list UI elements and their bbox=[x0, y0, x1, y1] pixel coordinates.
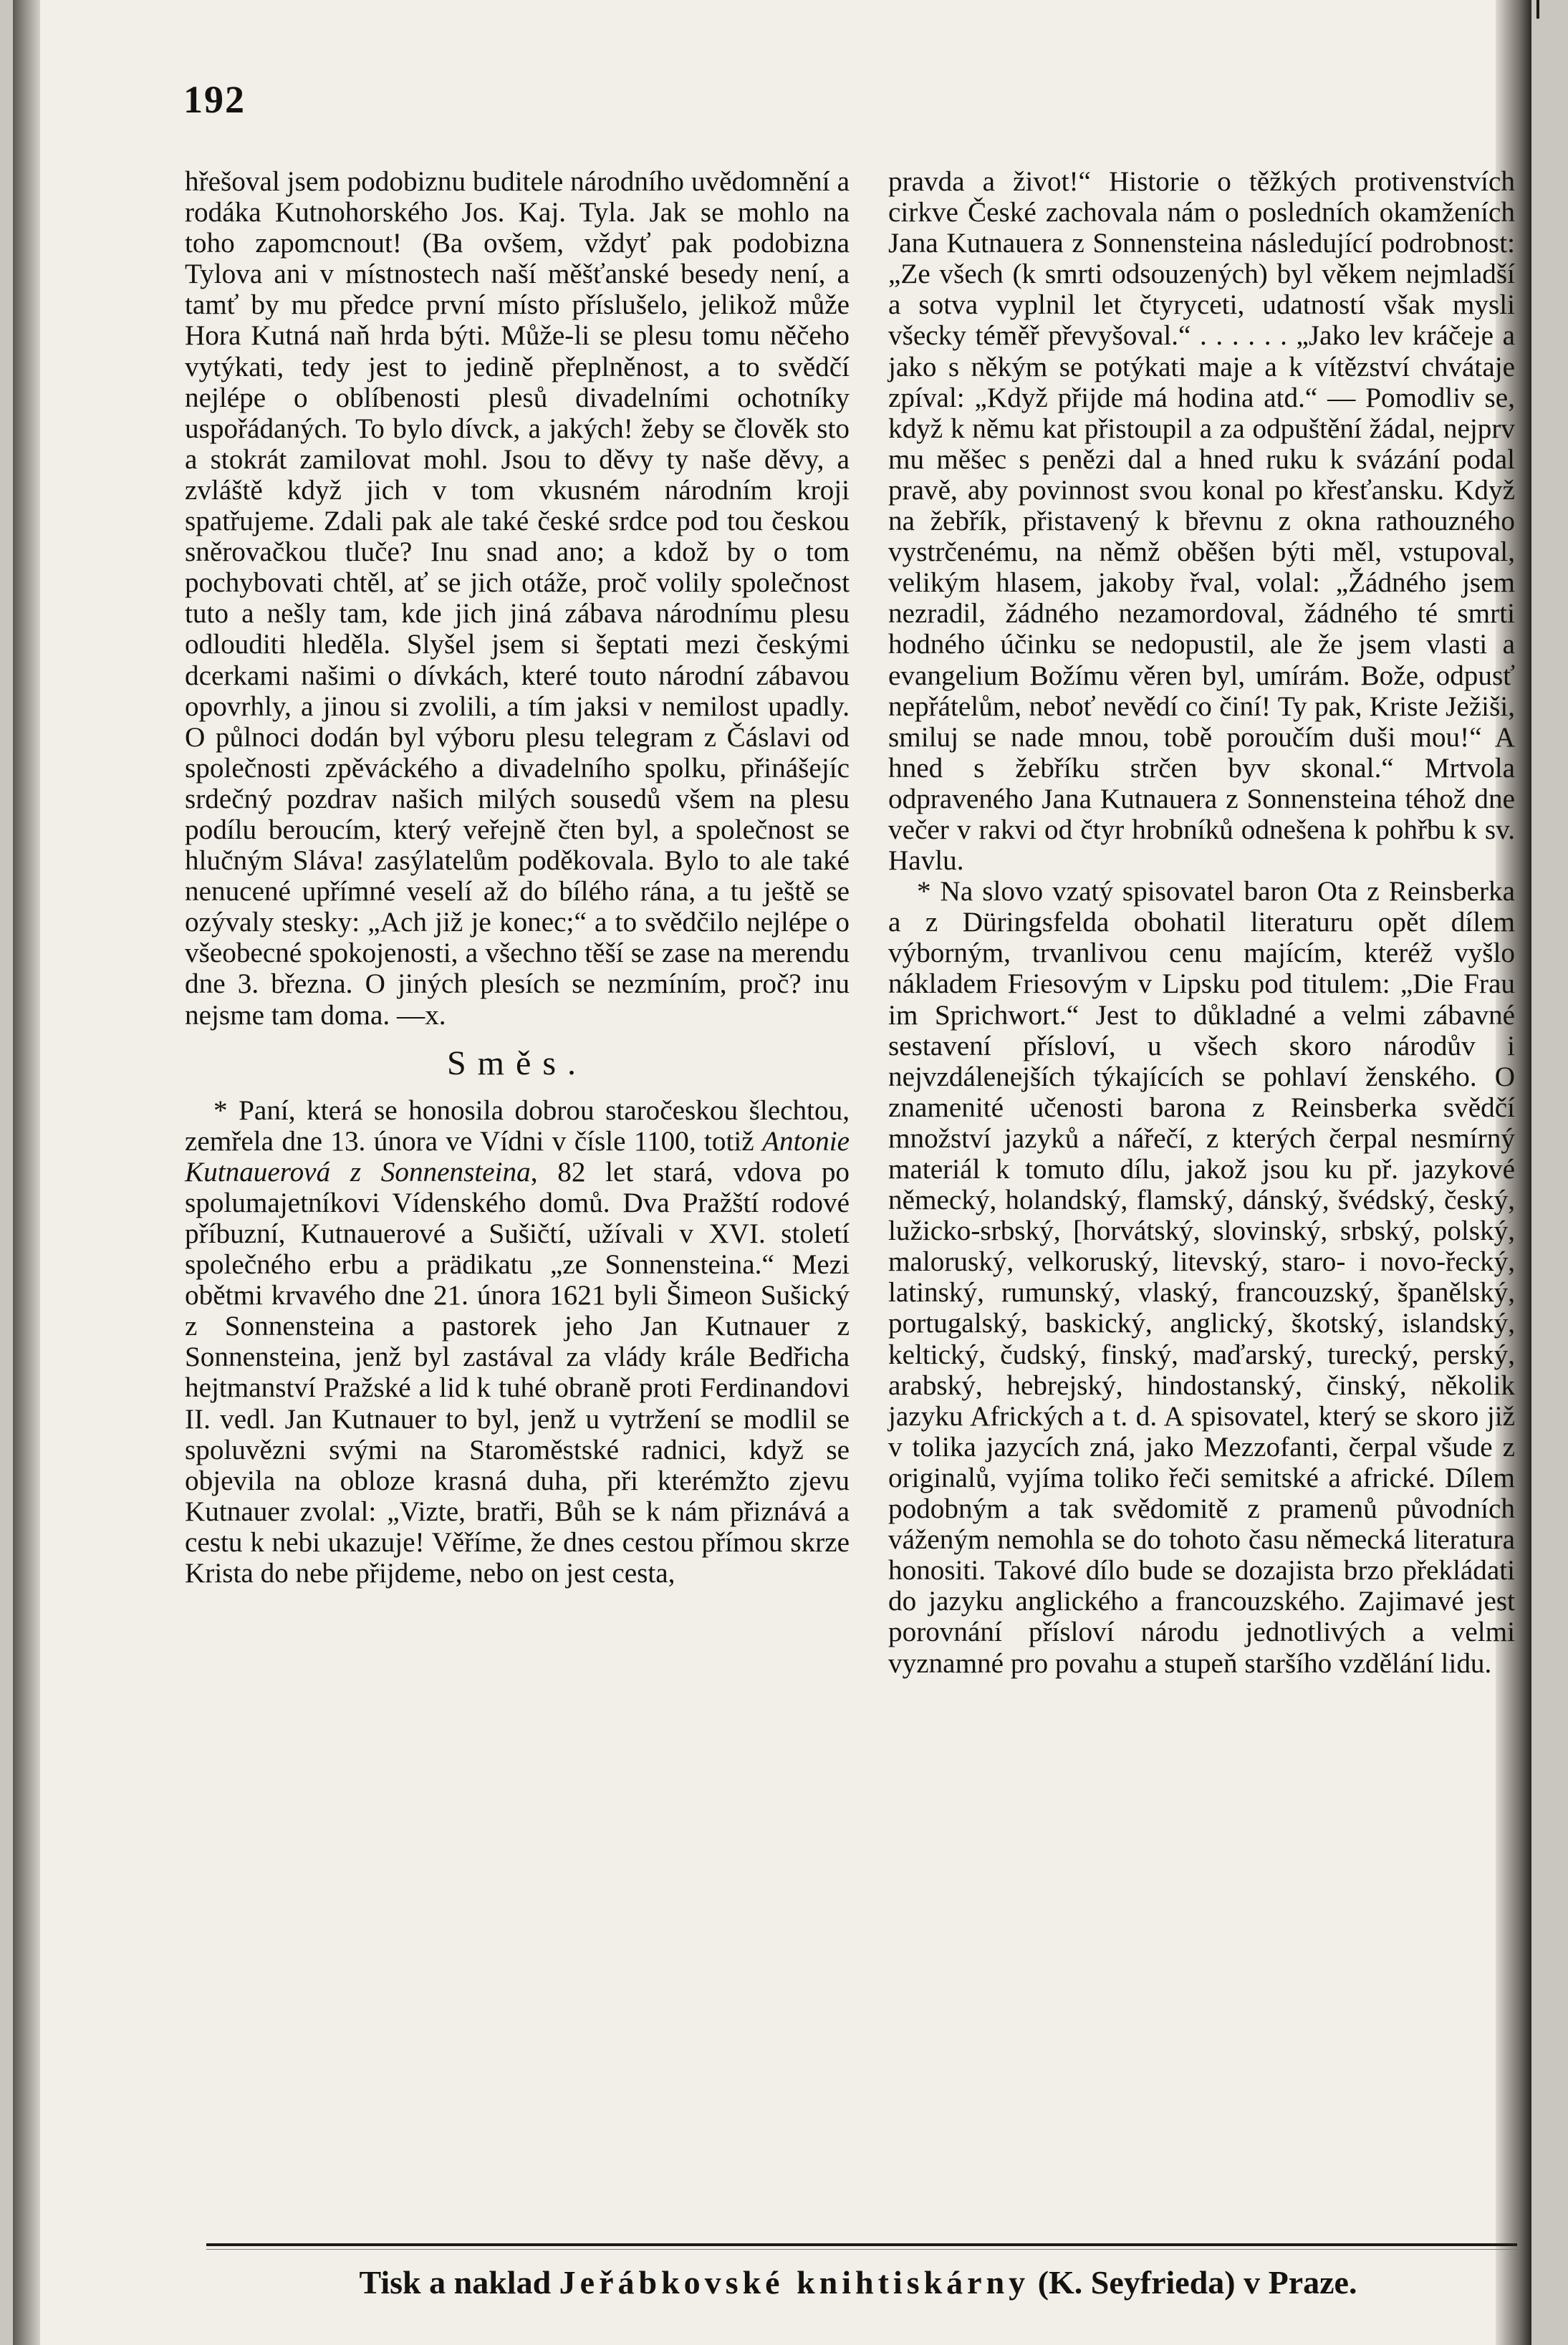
left-paragraph-2 bbox=[185, 1095, 850, 1589]
imprint-place: v Praze. bbox=[1244, 2264, 1357, 2301]
paragraph-2-rest: , 82 let stará, vdova po spolumajetníkovi Vídenského domů. Dva Pražští rodové příbuzní, Kutnauerové a Sušičtí, užívali v XVI. století společného erbu a prädikatu „ze Sonnensteina.“ Mezi obětmi krvavého dne 21. února 1621 byli Šimeon Sušický z Sonnensteina a pastorek jeho Jan Kutnauer z Sonnensteina, jenž byl zastával za vlády krále Bedřicha hejtmanství Pražské a lid k tuhé obraně proti Ferdinandovi II. vedl. Jan Kutnauer to byl, jenž u vytržení se modlil se spoluvězni svými na Staroměstské radnici, když se objevila na obloze krasná duha, při kterémžto zjevu Kutnauer zvolal: „Vizte, bratři, Bůh se k nám přiznává a cestu k nebi ukazuje! Věříme, že dnes cestou přímou skrze Krista do nebe přijdeme, nebo on jest cesta, bbox=[185, 1156, 850, 1589]
printer-imprint bbox=[314, 2263, 1403, 2301]
page-edge-left bbox=[13, 0, 40, 2345]
section-heading: Směs. bbox=[446, 1044, 587, 1082]
footer-rule bbox=[206, 2243, 1517, 2246]
imprint-owner: (K. Seyfrieda) bbox=[1037, 2264, 1236, 2301]
page-number: 192 bbox=[183, 78, 246, 121]
imprint-publisher: Jeřábkovské knihtiskárny bbox=[559, 2264, 1030, 2301]
right-paragraph-1: pravda a život!“ Historie o těžkých protivenstvích cirkve České zachovala nám o posledních okamženích Jana Kutnauera z Sonnensteina následující podrobnost: „Ze všech (k smrti odsouzených) byl věkem nejmladší a sotva vyplnil let čtyryceti, udatností však mysli všecky téměř převyšoval.“ . . . . . . „Jako lev kráčeje a jako s někým se potýkati maje a k vítězství chvátaje zpíval: „Když přijde má hodina atd.“ — Pomodliv se, když k němu kat přistoupil a za odpuštění žádal, nejprv mu měšec s penězi dal a hned ruku k svázání podal pravě, aby povinnost svou konal po křesťansku. Když na žebřík, přistavený k břevnu z okna rathouzného vystrčenému, na němž oběšen býti měl, vstupoval, velikým hlasem, jakoby řval, volal: „Žádného jsem nezradil, žádného nezamordoval, žádného té smrti hodného účinku se nedopustil, ale že jsem vlasti a evangelium Božímu věren byl, umírám. Bože, odpusť nepřátelům, neboť nevědí co činí! Ty pak, Kriste Ježiši, smiluj se nade mnou, tobě poroučím duši mou!“ A hned s žebříku strčen byv skonal.“ Mrtvola odpraveného Jana Kutnauera z Sonnensteina téhož dne večer v rakvi od čtyr hrobníků odnešena k pohřbu k sv. Havlu. bbox=[888, 166, 1515, 877]
right-paragraph-2: * Na slovo vzatý spisovatel baron Ota z Reinsberka a z Düringsfelda obohatil literaturu opět dílem výborným, trvanlivou cenu majícím, kteréž vyšlo nákladem Friesovým v Lipsku pod titulem: „Die Frau im Sprichwort.“ Jest to důkladné a velmi zábavné sestavení přísloví, u všech skoro národův i nejvzdálenejších týkajících se pohlaví ženského. O znamenité učenosti barona z Reinsberka svědčí množství jazyků a nářečí, z kterých čerpal nesmírný materiál k tomuto dílu, jakož jsou ku př. jazykové německý, holandský, flamský, dánský, švédský, český, lužicko-srbský, [horvátský, slovinský, srbský, polský, maloruský, velkoruský, litevský, staro- i novo-řecký, latinský, rumunský, vlaský, francouzský, španělský, portugalský, baskický, anglický, škotský, islandský, keltický, čudský, finský, maďarský, turecký, perský, arabský, hebrejský, hindostanský, činský, několik jazyku Afrických a t. d. A spisovatel, který se skoro již v tolika jazycích zná, jako Mezzofanti, čerpal všude z originalů, vyjíma toliko řeči semitské a africké. Dílem podobným a tak svědomitě z pramenů původních váženým nemohla se do tohoto času německá literatura honositi. Takové dílo bude se dozajista brzo překládati do jazyku anglického a francouzského. Zajimavé jest porovnání přísloví národu jednotlivých a velmi vyznamné pro povahu a stupeň staršího vzdělání lidu. bbox=[888, 876, 1515, 1679]
footer-rule-thin bbox=[206, 2249, 1517, 2250]
printed-page bbox=[13, 0, 1531, 2345]
imprint-prefix: Tisk a naklad bbox=[359, 2264, 552, 2301]
left-column bbox=[185, 166, 850, 1589]
scan-mark bbox=[1536, 0, 1539, 19]
italic-name: Antonie Kutnauerová z Sonnensteina bbox=[185, 1125, 850, 1188]
paragraph-2-start: * Paní, která se honosila dobrou staročeskou šlechtou, zemřela dne 13. února ve Vídni v čísle 1100, totiž bbox=[185, 1094, 850, 1157]
left-paragraph-1: hřešoval jsem podobiznu buditele národního uvědomnění a rodáka Kutnohorského Jos. Kaj. Tyla. Jak se mohlo na toho zapomcnout! (Ba ovšem, vždyť pak podobizna Tylova ani v místnostech naší měšťanské besedy není, a tamť by mu předce první místo příslušelo, jelikož může Hora Kutná naň hrda býti. Může-li se plesu tomu něčeho vytýkati, tedy jest to jedině přeplněnost, a to svědčí nejlépe o oblíbenosti plesů divadelními ochotníky uspořádaných. To bylo dívck, a jakých! žeby se člověk sto a stokrát zamilovat mohl. Jsou to děvy ty naše děvy, a zvláště když jich v tom vkusném národním kroji spatřujeme. Zdali pak ale také české srdce pod tou českou sněrovačkou tluče? Inu snad ano; a kdož by o tom pochybovati chtěl, ať se jich otáže, proč volily společnost tuto a nešly tam, kde jich jiná zábava národnímu plesu odlouditi hleděla. Slyšel jsem si šeptati mezi českými dcerkami našimi o dívkách, které touto národní zábavou opovrhly, a jinou si zvolili, a tím jaksi v nemilost upadly. O půlnoci dodán byl výboru plesu telegram z Čáslavi od společnosti zpěváckého a divadelního spolku, přinášejíc srdečný pozdrav našich milých sousedů všem na plesu podílu beroucím, který veřejně čten byl, a společnost se hlučným Sláva! zasýlatelům poděkovala. Bylo to ale také nenucené upřímné veselí až do bílého rána, a tu ještě se ozývaly stesky: „Ach již je konec;“ a to svědčilo nejlépe o všeobecné spokojenosti, a všechno těší se zase na merendu dne 3. března. O jiných plesích se nezmíním, proč? inu nejsme tam doma. —x. bbox=[185, 166, 850, 1031]
right-column bbox=[888, 166, 1515, 1679]
